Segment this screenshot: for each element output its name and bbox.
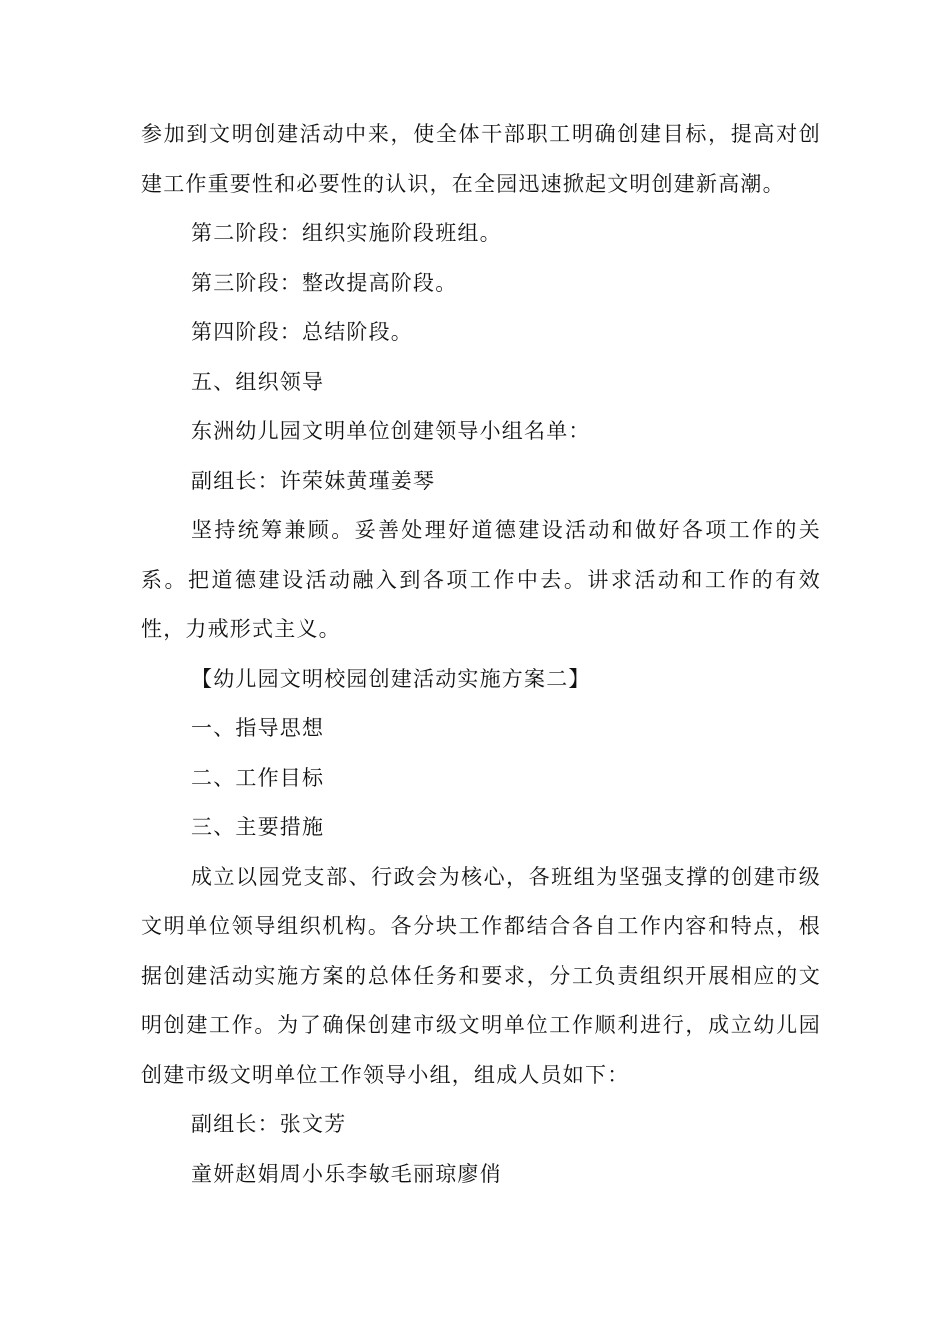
section-heading-organization: 五、组织领导 <box>191 369 325 394</box>
paragraph-stage-two: 第二阶段：组织实施阶段班组。 <box>191 221 502 245</box>
document-body <box>141 110 821 1199</box>
paragraph-stage-three: 第三阶段：整改提高阶段。 <box>191 270 458 295</box>
paragraph-continuation: 参加到文明创建活动中来，使全体干部职工明确创建目标，提高对创建工作重要性和必要性的认识，在全园迅速掀起文明创建新高潮。 <box>141 122 821 196</box>
paragraph-members: 童妍赵娟周小乐李敏毛丽琼廖俏 <box>191 1161 502 1186</box>
section-heading-guiding-ideology: 一、指导思想 <box>191 716 325 740</box>
plan-two-title: 【幼儿园文明校园创建活动实施方案二】 <box>191 666 591 691</box>
section-heading-main-measures: 三、主要措施 <box>191 815 325 839</box>
paragraph-organization-setup: 成立以园党支部、行政会为核心，各班组为坚强支撑的创建市级文明单位领导组织机构。各分块工作都结合各自工作内容和特点，根据创建活动实施方案的总体任务和要求，分工负责组织开展相应的文明创建工作。为了确保创建市级文明单位工作顺利进行，成立幼儿园创建市级文明单位工作领导小组，组成人员如下： <box>141 864 821 1087</box>
paragraph-stage-four: 第四阶段：总结阶段。 <box>191 320 413 344</box>
paragraph-deputy-leader: 副组长：张文芳 <box>191 1112 347 1136</box>
paragraph-coordination: 坚持统筹兼顾。妥善处理好道德建设活动和做好各项工作的关系。把道德建设活动融入到各项工作中去。讲求活动和工作的有效性，力戒形式主义。 <box>141 518 821 641</box>
paragraph-deputy-leaders: 副组长：许荣妹黄瑾姜琴 <box>191 468 436 493</box>
paragraph-leader-list-title: 东洲幼儿园文明单位创建领导小组名单： <box>191 419 591 443</box>
section-heading-work-goals: 二、工作目标 <box>191 765 325 790</box>
